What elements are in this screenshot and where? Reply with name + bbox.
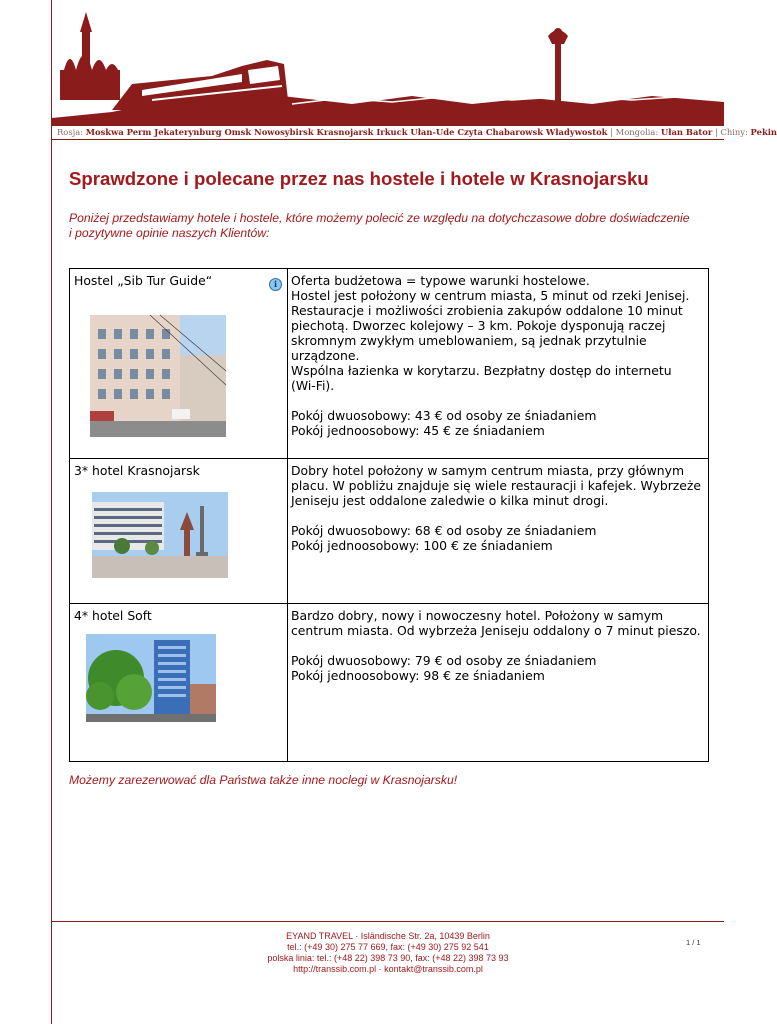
hotel-details-cell xyxy=(288,269,709,459)
description-line: Restauracje i możliwości zrobienia zakupów oddalone 10 minut xyxy=(291,303,683,318)
footer-divider xyxy=(52,921,724,922)
price-single: Pokój jednoosobowy: 100 € ze śniadaniem xyxy=(291,538,553,553)
hotel-details-cell xyxy=(288,459,709,604)
table-row xyxy=(70,459,709,604)
route-separator: | xyxy=(610,127,613,137)
page-title: Sprawdzone i polecane przez nas hostele i hotele w Krasnojarsku xyxy=(69,168,649,189)
hotel-description xyxy=(291,463,704,508)
footer xyxy=(52,931,724,975)
hotel-name: Hostel „Sib Tur Guide“ xyxy=(74,273,213,288)
price-double: Pokój dwuosobowy: 68 € od osoby ze śniadaniem xyxy=(291,523,597,538)
hotel-soft-photo xyxy=(86,634,216,722)
footer-phone-pl: polska linia: tel.: (+48 22) 398 73 90, fax: (+48 22) 398 73 93 xyxy=(267,953,509,963)
table-row xyxy=(70,269,709,459)
footer-contact-link[interactable]: http://transsib.com.pl · kontakt@transsib.com.pl xyxy=(293,964,483,974)
table-row xyxy=(70,604,709,762)
description-line: Wspólna łazienka w korytarzu. Bezpłatny dostęp do internetu xyxy=(291,363,672,378)
closing-note: Możemy zarezerwować dla Państwa także inne noclegi w Krasnojarsku! xyxy=(69,773,458,787)
description-line: Oferta budżetowa = typowe warunki hostelowe. xyxy=(291,273,590,288)
description-line: Dobry hotel położony w samym centrum miasta, przy głównym xyxy=(291,463,685,478)
intro-line: Poniżej przedstawiamy hotele i hostele, które możemy polecić ze względu na dotychczasowe dobre doświadczenie xyxy=(69,211,690,225)
route-cities-mongolia: Ułan Bator xyxy=(660,127,713,137)
intro-text xyxy=(69,211,709,241)
hotel-name: 3* hotel Krasnojarsk xyxy=(74,463,200,478)
route-cities-china: Pekin xyxy=(750,127,777,137)
route-separator: | xyxy=(714,127,718,137)
hotel-description xyxy=(291,608,704,638)
hotels-table xyxy=(69,268,709,762)
description-line: placu. W pobliżu znajduje się wiele restauracji i kafejek. Wybrzeże xyxy=(291,478,702,493)
price-double: Pokój dwuosobowy: 79 € od osoby ze śniadaniem xyxy=(291,653,597,668)
description-line: Bardzo dobry, nowy i nowoczesny hotel. Położony w samym xyxy=(291,608,664,623)
hotel-description xyxy=(291,273,704,393)
info-icon[interactable]: i xyxy=(269,278,282,291)
hotel-name: 4* hotel Soft xyxy=(74,608,152,623)
price-double: Pokój dwuosobowy: 43 € od osoby ze śniadaniem xyxy=(291,408,597,423)
route-bar xyxy=(52,126,777,139)
description-line: piechotą. Dworzec kolejowy – 3 km. Pokoje dysponują raczej xyxy=(291,318,666,333)
description-line: skromnym zwykłym umeblowaniem, są jednak przytulnie urządzone. xyxy=(291,333,647,363)
description-line: Hostel jest położony w centrum miasta, 5 minut od rzeki Jenisej. xyxy=(291,288,690,303)
hotel-name-cell xyxy=(70,604,288,762)
hotel-name-cell xyxy=(70,459,288,604)
left-border-line xyxy=(51,0,52,1024)
route-label-china: Chiny: xyxy=(720,127,748,137)
header-banner xyxy=(52,0,724,126)
price-single: Pokój jednoosobowy: 98 € ze śniadaniem xyxy=(291,668,545,683)
route-label-russia: Rosja: xyxy=(57,127,84,137)
page-number: 1 / 1 xyxy=(686,938,701,947)
price-single: Pokój jednoosobowy: 45 € ze śniadaniem xyxy=(291,423,545,438)
hotel-krasnojarsk-photo xyxy=(92,492,228,578)
hotel-name-cell xyxy=(70,269,288,459)
route-cities-russia: Moskwa Perm Jekaterynburg Omsk Nowosybirsk Krasnojarsk Irkuck Ułan-Ude Czyta Chabarowsk Władywostok xyxy=(85,127,608,137)
cathedral-icon xyxy=(60,12,120,100)
route-label-mongolia: Mongolia: xyxy=(615,127,659,137)
intro-line: i pozytywne opinie naszych Klientów: xyxy=(69,226,270,240)
hostel-photo xyxy=(90,315,226,437)
hotel-details-cell xyxy=(288,604,709,762)
description-line: (Wi-Fi). xyxy=(291,378,335,393)
footer-phone-de: tel.: (+49 30) 275 77 669, fax: (+49 30) 275 92 541 xyxy=(287,942,489,952)
description-line: centrum miasta. Od wybrzeża Jeniseju oddalony o 7 minut pieszo. xyxy=(291,623,701,638)
footer-address: EYAND TRAVEL · Isländische Str. 2a, 10439 Berlin xyxy=(286,931,490,941)
header-divider xyxy=(52,139,724,140)
description-line: Jeniseju jest oddalone zaledwie o kilka minut drogi. xyxy=(291,493,609,508)
